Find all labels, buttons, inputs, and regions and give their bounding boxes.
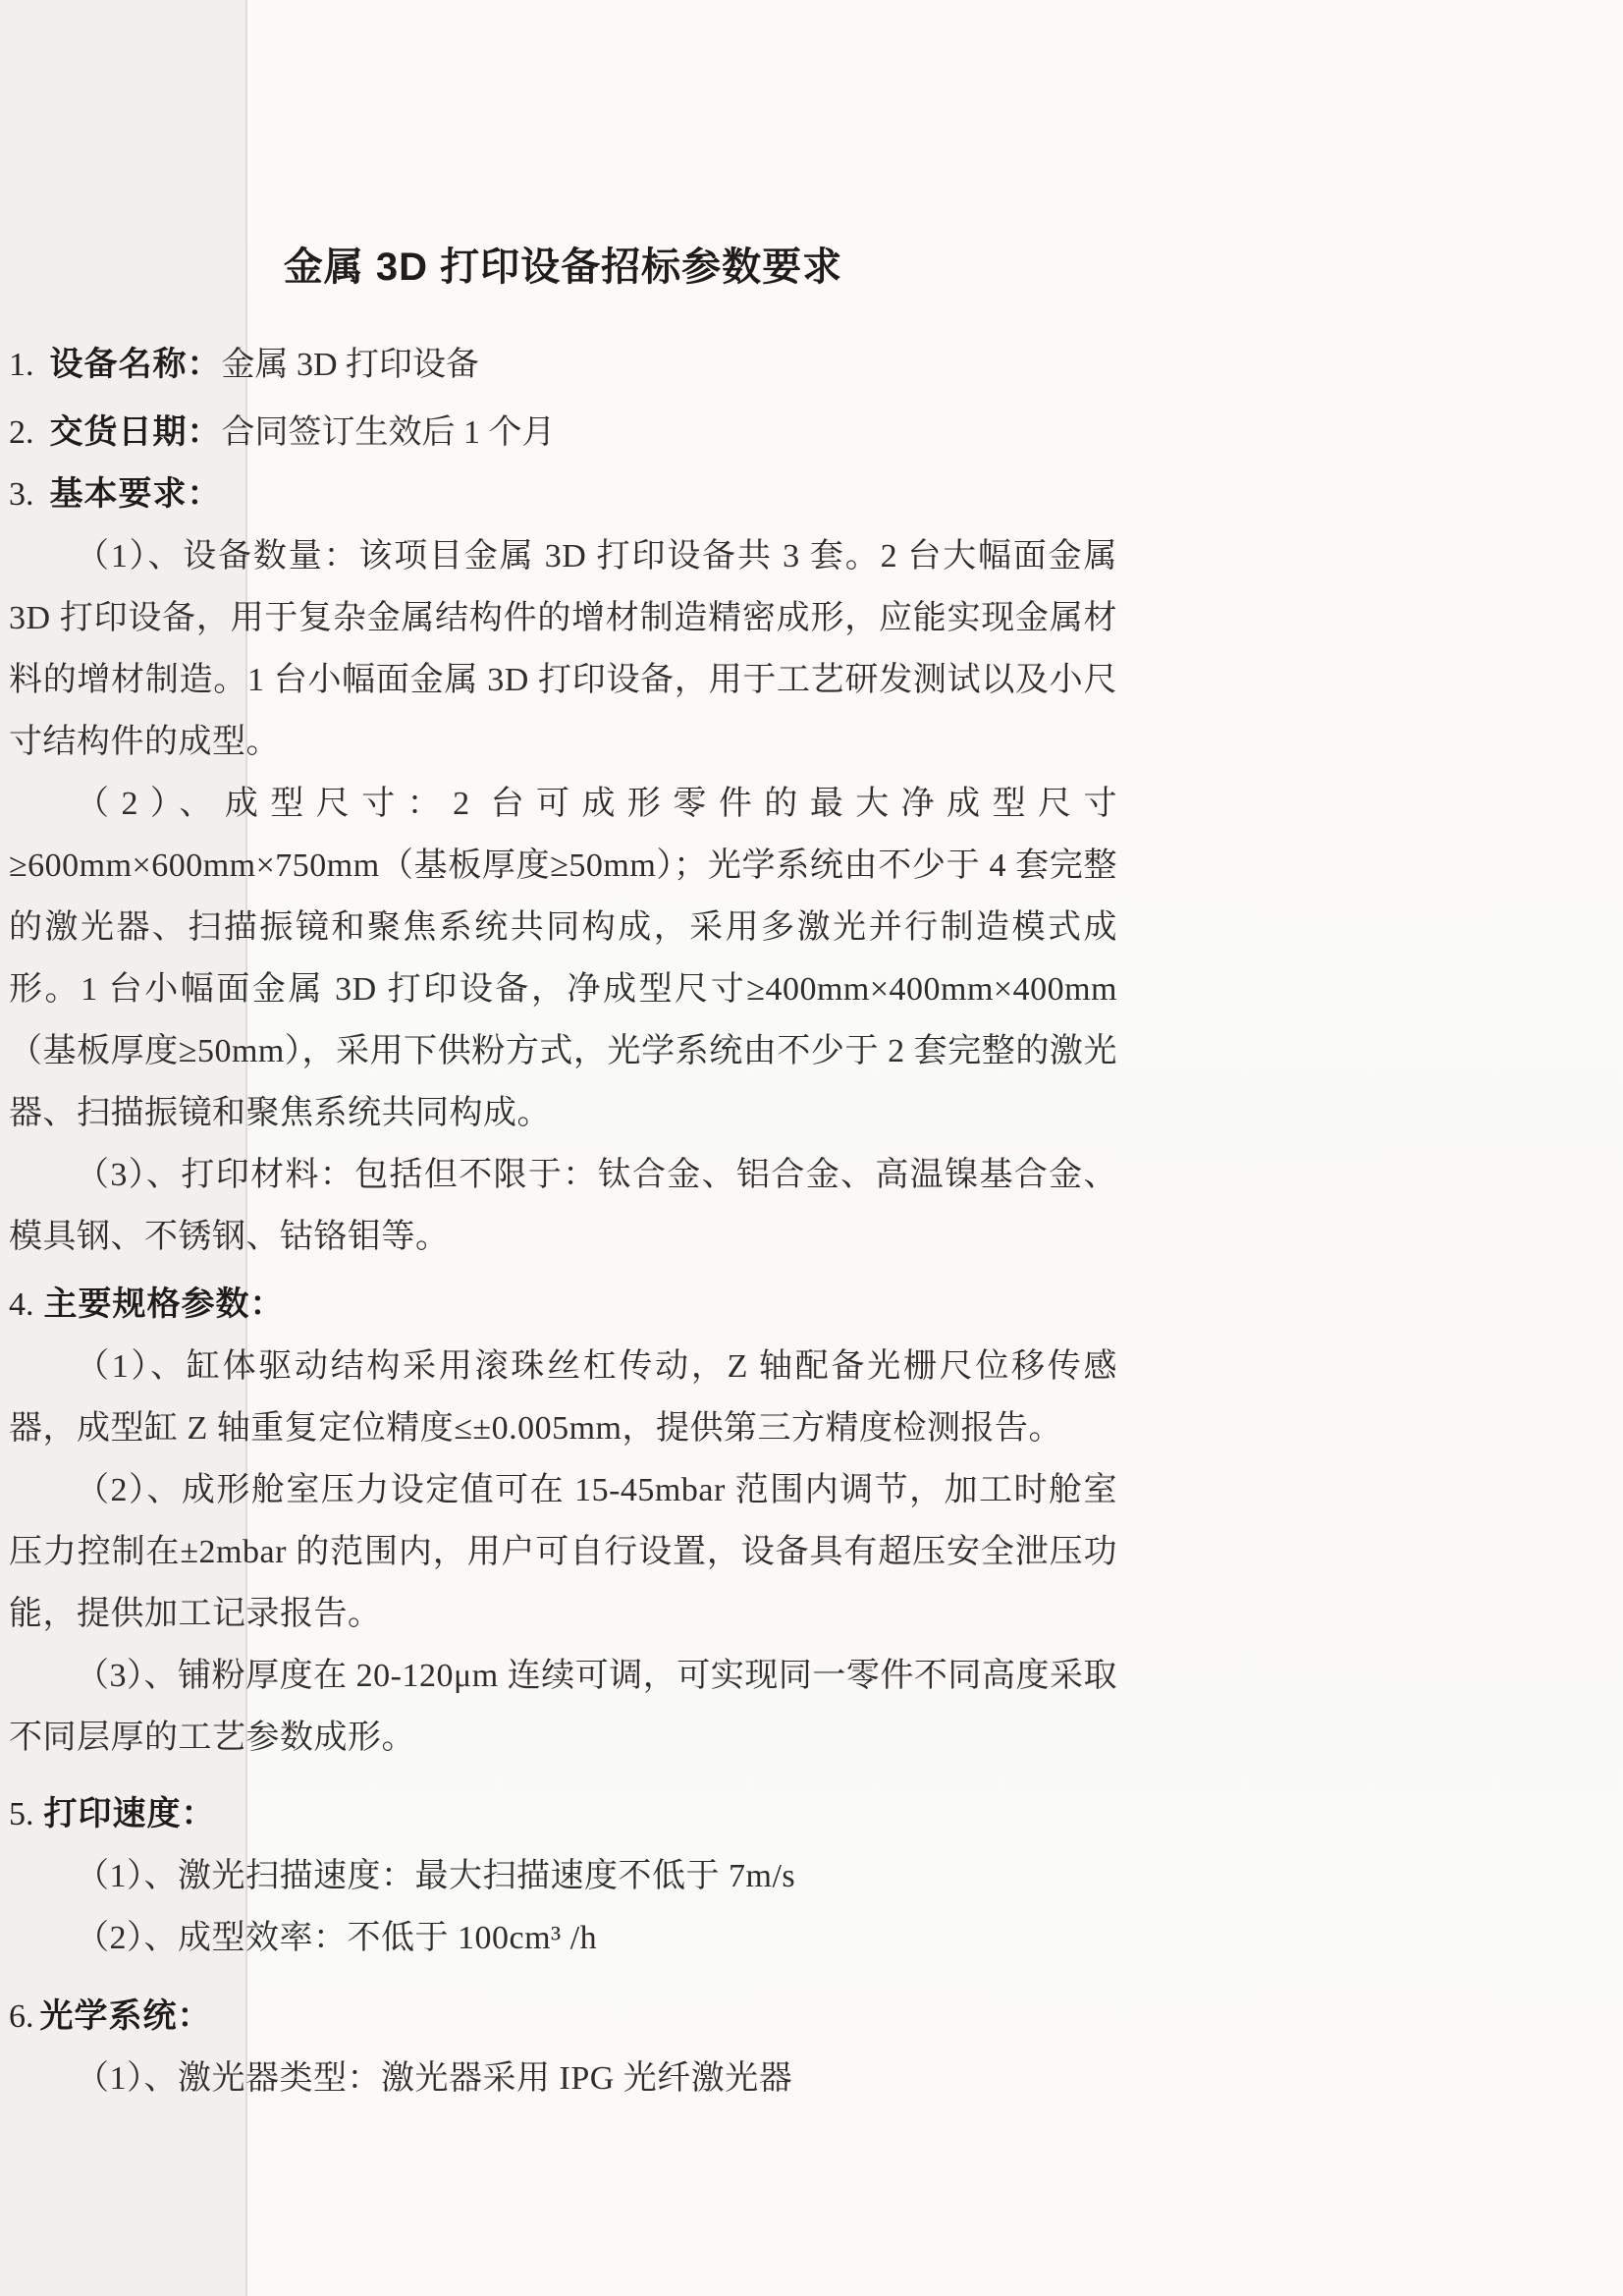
- item-5-print-speed-heading: [9, 1783, 1117, 1845]
- item-6-number: 6.: [9, 1998, 34, 2035]
- item-3-paragraph-3-print-materials: （3）、打印材料：包括但不限于：钛合金、铝合金、高温镍基合金、模具钢、不锈钢、钴铬钼等。: [9, 1157, 1117, 1255]
- document-title: 金属 3D 打印设备招标参数要求: [283, 246, 843, 289]
- item-2-number: 2.: [9, 414, 34, 451]
- item-6-label: 光学系统：: [39, 1997, 212, 2035]
- item-3-paragraph-2-build-size: （2）、成型尺寸：2 台可成形零件的最大净成型尺寸≥600mm×600mm×750mm（基板厚度≥50mm）；光学系统由不少于 4 套完整的激光器、扫描振镜和聚焦系统共同构成，采用多激光并行制造模式成形。1 台小幅面金属 3D 打印设备，净成型尺寸≥400mm×400mm×400mm（基板厚度≥50mm），采用下供粉方式，光学系统由不少于 2 套完整的激光器、扫描振镜和聚焦系统共同构成。: [9, 786, 1117, 1131]
- item-3-number: 3.: [9, 476, 34, 513]
- item-6-paragraph-1-laser-type: （1）、激光器类型：激光器采用 IPG 光纤激光器: [76, 2060, 793, 2097]
- item-6-optical-system-heading: [9, 1986, 1117, 2048]
- item-4-number: 4.: [9, 1286, 34, 1323]
- item-1-number: 1.: [9, 347, 34, 383]
- document-content: [9, 236, 1117, 2109]
- item-4-paragraph-3-layer-thickness: （3）、铺粉厚度在 20-120μm 连续可调，可实现同一零件不同高度采取不同层厚的工艺参数成形。: [9, 1658, 1117, 1756]
- item-2-label: 交货日期：: [49, 413, 222, 451]
- item-5-number: 5.: [9, 1796, 34, 1832]
- item-1-value: 金属 3D 打印设备: [221, 347, 480, 383]
- item-2-delivery-date: [9, 402, 1117, 464]
- item-4-label: 主要规格参数：: [43, 1285, 285, 1323]
- item-3-paragraph-1-device-quantity: （1）、设备数量：该项目金属 3D 打印设备共 3 套。2 台大幅面金属 3D 打印设备，用于复杂金属结构件的增材制造精密成形，应能实现金属材料的增材制造。1 台小幅面金属 3D 打印设备，用于工艺研发测试以及小尺寸结构件的成型。: [9, 538, 1117, 760]
- item-5-paragraph-1-scan-speed: （1）、激光扫描速度：最大扫描速度不低于 7m/s: [76, 1858, 796, 1894]
- item-5-paragraph-2-build-rate: （2）、成型效率：不低于 100cm³ /h: [76, 1920, 598, 1956]
- item-4-paragraph-2-chamber-pressure: （2）、成形舱室压力设定值可在 15-45mbar 范围内调节，加工时舱室压力控制在±2mbar 的范围内，用户可自行设置，设备具有超压安全泄压功能，提供加工记录报告。: [9, 1472, 1117, 1632]
- item-5-label: 打印速度：: [43, 1795, 216, 1832]
- item-4-main-specs-heading: [9, 1274, 1117, 1336]
- item-2-value: 合同签订生效后 1 个月: [221, 414, 556, 451]
- item-3-basic-requirements-heading: [9, 464, 1117, 525]
- item-4-paragraph-1-z-axis-accuracy: （1）、缸体驱动结构采用滚珠丝杠传动，Z 轴配备光栅尺位移传感器，成型缸 Z 轴重复定位精度≤±0.005mm，提供第三方精度检测报告。: [9, 1348, 1117, 1447]
- item-3-label: 基本要求：: [49, 475, 222, 513]
- item-1-device-name: [9, 334, 1117, 396]
- item-1-label: 设备名称：: [49, 346, 222, 383]
